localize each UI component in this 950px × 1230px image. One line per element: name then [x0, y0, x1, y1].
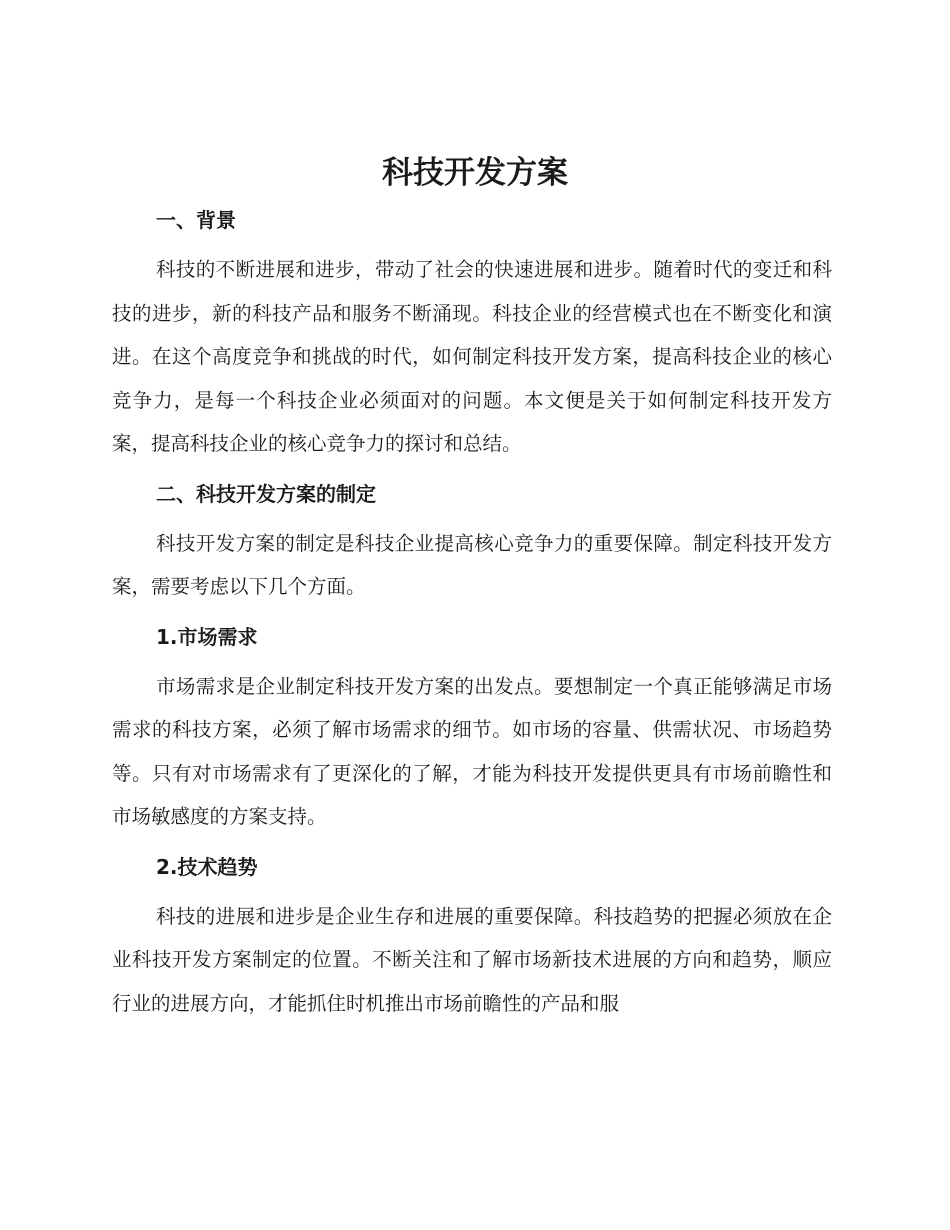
- section-heading-plan-formulation: 二、科技开发方案的制定: [156, 481, 376, 506]
- section-heading-background: 一、背景: [156, 208, 236, 232]
- section-heading-tech-trends: 2.技术趋势: [156, 854, 258, 879]
- section-paragraph-background: 科技的不断进展和进步，带动了社会的快速进展和进步。随着时代的变迁和科技的进步，新的科技产品和服务不断涌现。科技企业的经营模式也在不断变化和演进。在这个高度竞争和挑战的时代，如何制定科技开发方案，提高科技企业的核心竞争力，是每一个科技企业必须面对的问题。本文便是关于如何制定科技开发方案，提高科技企业的核心竞争力的探讨和总结。: [112, 258, 832, 455]
- section-heading-market-demand: 1.市场需求: [156, 624, 258, 649]
- section-paragraph-market-demand: 市场需求是企业制定科技开发方案的出发点。要想制定一个真正能够满足市场需求的科技方案，必须了解市场需求的细节。如市场的容量、供需状况、市场趋势等。只有对市场需求有了更深化的了解，才能为科技开发提供更具有市场前瞻性和市场敏感度的方案支持。: [112, 674, 832, 828]
- section-paragraph-plan-formulation: 科技开发方案的制定是科技企业提高核心竞争力的重要保障。制定科技开发方案，需要考虑以下几个方面。: [112, 531, 832, 598]
- document-title: 科技开发方案: [382, 155, 568, 191]
- section-paragraph-tech-trends: 科技的进展和进步是企业生存和进展的重要保障。科技趋势的把握必须放在企业科技开发方案制定的位置。不断关注和了解市场新技术进展的方向和趋势，顺应行业的进展方向，才能抓住时机推出市场前瞻性的产品和服: [112, 904, 832, 1015]
- document-body: [112, 200, 832, 1025]
